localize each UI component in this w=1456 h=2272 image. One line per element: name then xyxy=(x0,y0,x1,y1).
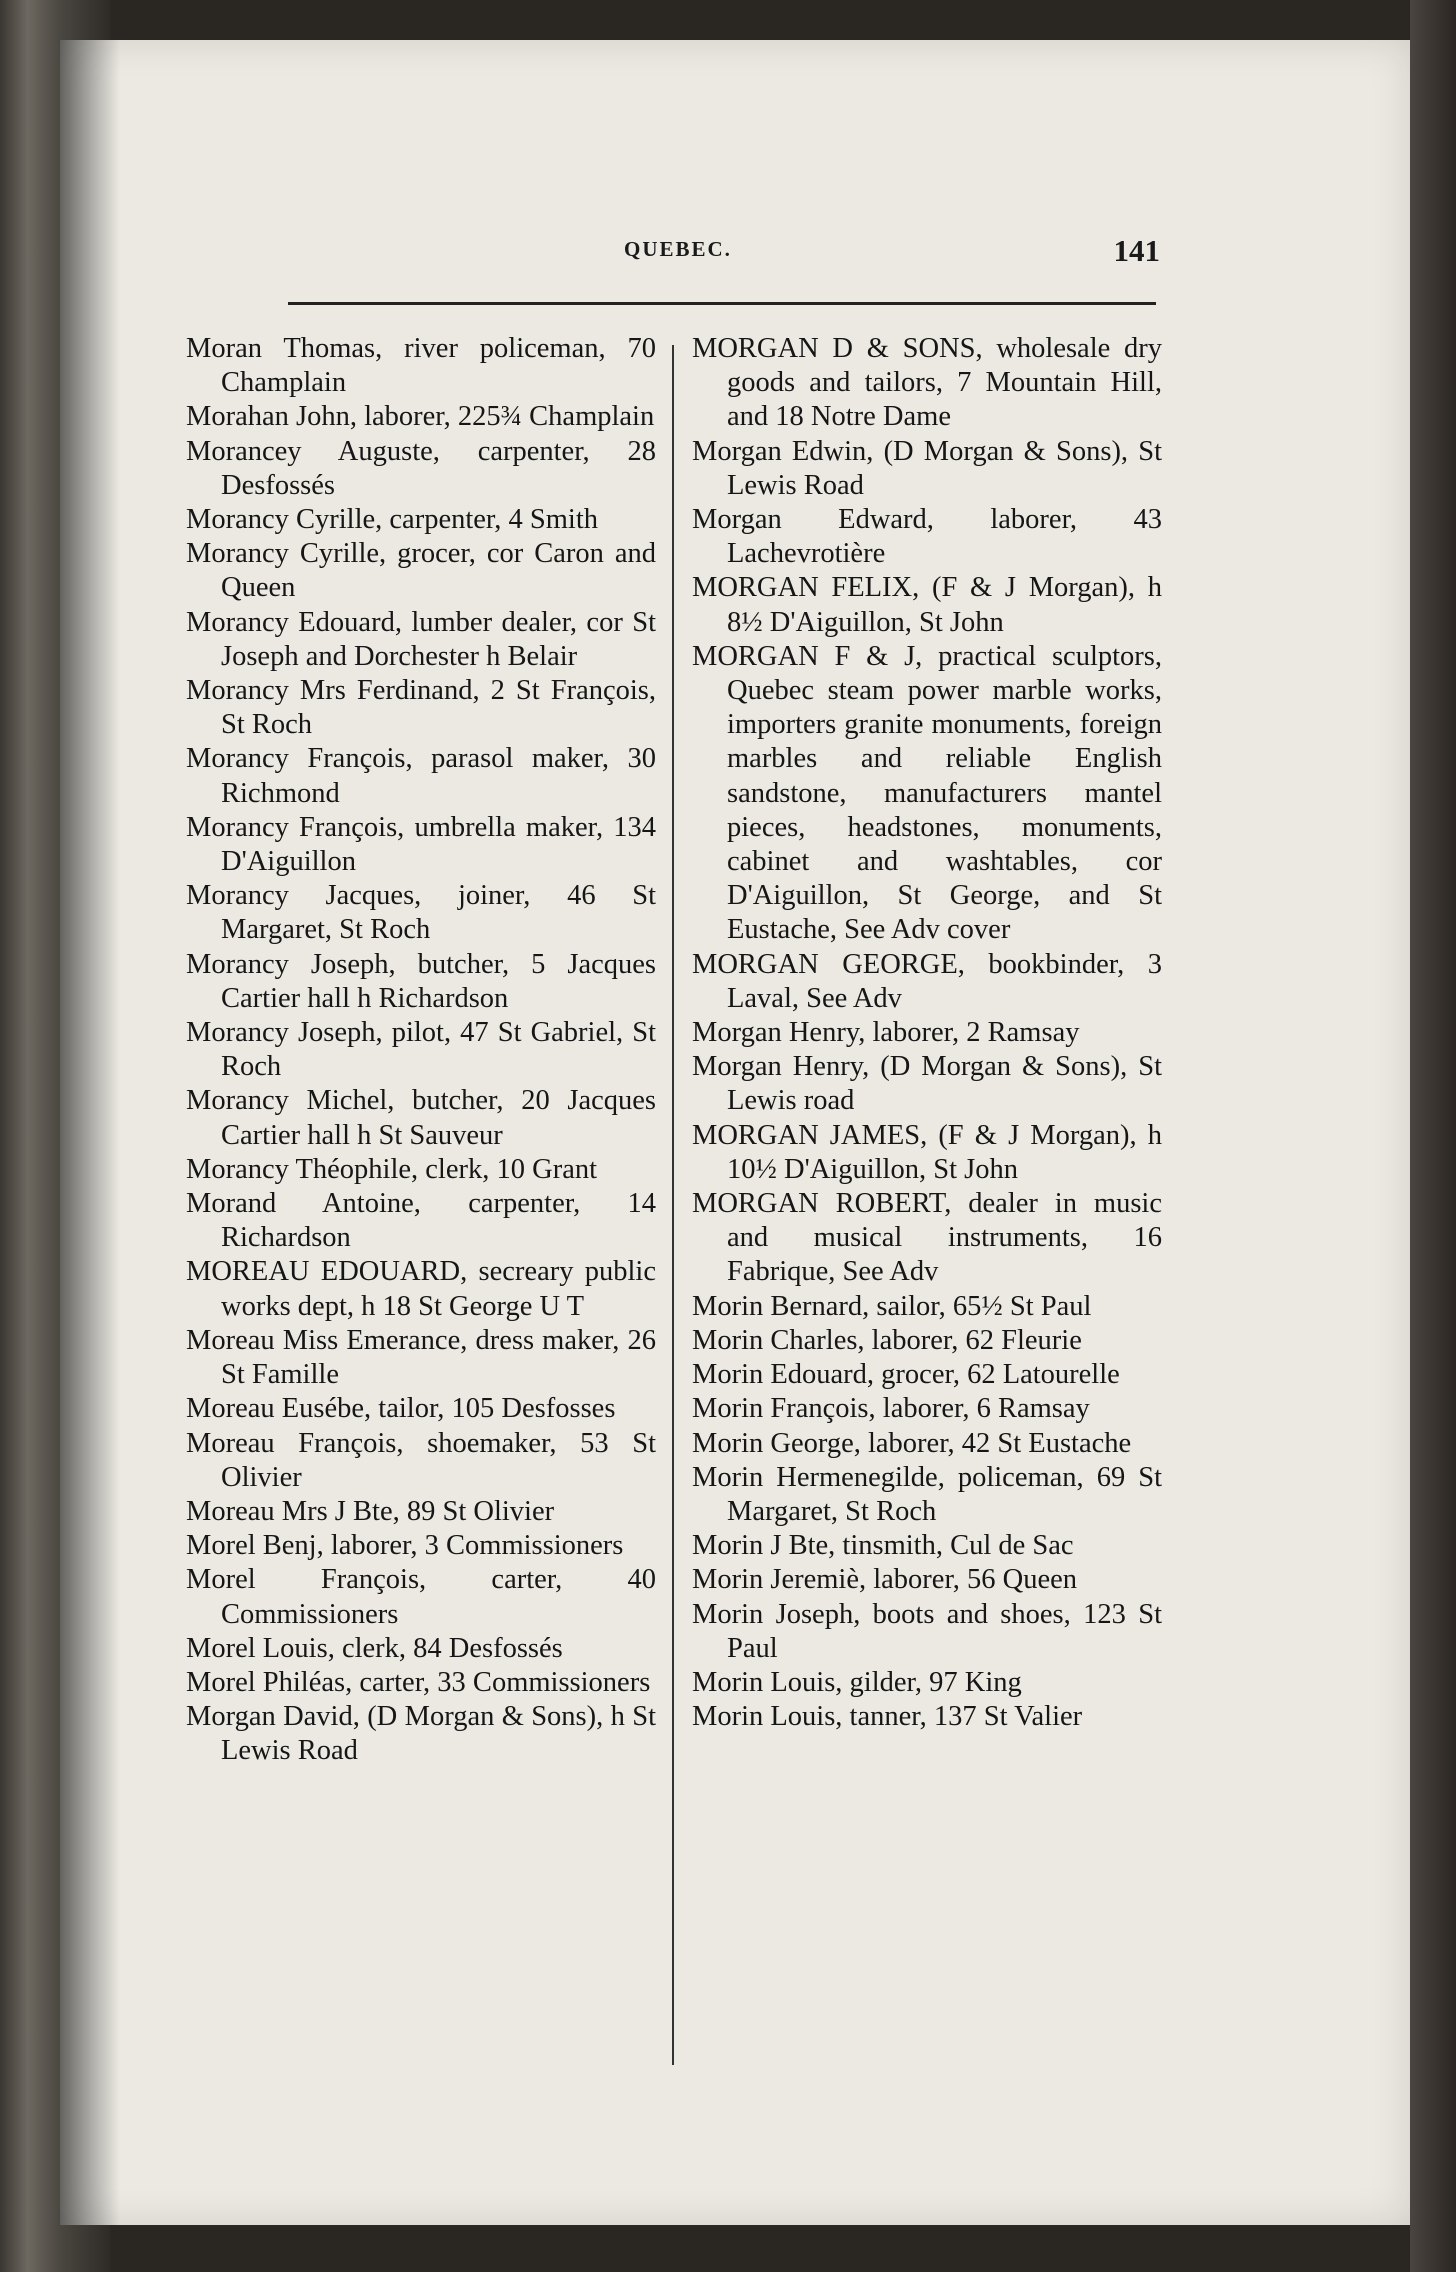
directory-entry: MORGAN GEORGE, bookbinder, 3 Laval, See Adv xyxy=(692,948,1162,1014)
directory-entry: Morin Edouard, grocer, 62 Latourelle xyxy=(692,1359,1120,1391)
directory-entry: Morancy Cyrille, carpenter, 4 Smith xyxy=(186,504,598,536)
header-rule xyxy=(288,302,1156,305)
directory-entry: Morgan David, (D Morgan & Sons), h St Lewis Road xyxy=(186,1701,656,1767)
directory-entry: Morin J Bte, tinsmith, Cul de Sac xyxy=(692,1530,1074,1562)
gutter-shadow xyxy=(60,40,120,2225)
directory-entry: Morel Louis, clerk, 84 Desfossés xyxy=(186,1632,563,1664)
running-head: QUEBEC. xyxy=(624,237,732,261)
directory-entry: Morel Philéas, carter, 33 Commissioners xyxy=(186,1666,651,1698)
directory-entry: Morgan Henry, (D Morgan & Sons), St Lewis road xyxy=(692,1051,1162,1117)
directory-entry: MORGAN JAMES, (F & J Morgan), h 10½ D'Aiguillon, St John xyxy=(692,1119,1162,1185)
directory-entry: Morin Louis, tanner, 137 St Valier xyxy=(692,1701,1083,1733)
page-stack-edge xyxy=(1410,0,1456,2272)
directory-entry: Moreau François, shoemaker, 53 St Olivier xyxy=(186,1427,656,1493)
directory-entry: Morancy Jacques, joiner, 46 St Margaret, St Roch xyxy=(186,880,656,946)
directory-entry: Morgan Henry, laborer, 2 Ramsay xyxy=(692,1017,1080,1049)
directory-entry: Morand Antoine, carpenter, 14 Richardson xyxy=(186,1188,656,1254)
directory-entry: Morel François, carter, 40 Commissioners xyxy=(186,1564,656,1630)
directory-entry: Morancy Cyrille, grocer, cor Caron and Queen xyxy=(186,538,656,604)
directory-entry: Morgan Edwin, (D Morgan & Sons), St Lewis Road xyxy=(692,435,1162,501)
directory-entry: Morin Joseph, boots and shoes, 123 St Paul xyxy=(692,1598,1162,1664)
directory-entry: Moreau Eusébe, tailor, 105 Desfosses xyxy=(186,1393,616,1425)
directory-entry: Morancy Edouard, lumber dealer, cor St Joseph and Dorchester h Belair xyxy=(186,606,656,672)
right-column xyxy=(692,332,1162,1734)
directory-entry: Morancy François, parasol maker, 30 Richmond xyxy=(186,743,656,809)
directory-entry: Morin George, laborer, 42 St Eustache xyxy=(692,1427,1132,1459)
left-column xyxy=(186,332,656,1769)
directory-entry: MORGAN ROBERT, dealer in music and musical instruments, 16 Fabrique, See Adv xyxy=(692,1188,1162,1288)
directory-entry: Morancy Joseph, butcher, 5 Jacques Cartier hall h Richardson xyxy=(186,948,656,1014)
directory-entry: Morancy François, umbrella maker, 134 D'Aiguillon xyxy=(186,811,656,878)
directory-entry: Morin Hermenegilde, policeman, 69 St Margaret, St Roch xyxy=(692,1461,1162,1527)
directory-entry: Morgan Edward, laborer, 43 Lachevrotière xyxy=(692,504,1162,570)
page-header xyxy=(560,233,1160,273)
directory-entry: Morin Louis, gilder, 97 King xyxy=(692,1666,1022,1698)
directory-entry: Morel Benj, laborer, 3 Commissioners xyxy=(186,1530,624,1562)
directory-entry: Morin Jeremiè, laborer, 56 Queen xyxy=(692,1564,1078,1596)
directory-entry: Morahan John, laborer, 225¾ Champlain xyxy=(186,401,655,433)
directory-entry: MOREAU EDOUARD, secreary public works dept, h 18 St George U T xyxy=(186,1256,656,1322)
directory-entry: Morancy Mrs Ferdinand, 2 St François, St Roch xyxy=(186,675,656,741)
directory-entry: Moreau Mrs J Bte, 89 St Olivier xyxy=(186,1495,555,1527)
directory-entry: Morancy Théophile, clerk, 10 Grant xyxy=(186,1153,598,1185)
directory-entry: MORGAN F & J, practical sculptors, Quebec steam power marble works, importers granite monuments, foreign marbles and reliable English sandstone, manufacturers mantel pieces, headstones, monuments, cabinet and washtables, cor D'Aiguillon, St George, and St Eustache, See Adv cover xyxy=(692,640,1162,946)
directory-entry: Morin François, laborer, 6 Ramsay xyxy=(692,1393,1090,1425)
page-number: 141 xyxy=(1113,233,1160,268)
directory-entry: MORGAN FELIX, (F & J Morgan), h 8½ D'Aiguillon, St John xyxy=(692,572,1162,638)
directory-entry: Moran Thomas, river policeman, 70 Champlain xyxy=(186,333,656,399)
directory-entry: Moreau Miss Emerance, dress maker, 26 St Famille xyxy=(186,1324,656,1391)
column-divider xyxy=(672,345,674,2065)
directory-entry: Morancy Michel, butcher, 20 Jacques Cartier hall h St Sauveur xyxy=(186,1085,656,1151)
directory-entry: Morin Charles, laborer, 62 Fleurie xyxy=(692,1324,1082,1356)
directory-entry: Morancey Auguste, carpenter, 28 Desfossés xyxy=(186,435,656,501)
directory-entry: MORGAN D & SONS, wholesale dry goods and tailors, 7 Mountain Hill, and 18 Notre Dame xyxy=(692,333,1162,433)
directory-entry: Morancy Joseph, pilot, 47 St Gabriel, St Roch xyxy=(186,1017,656,1083)
directory-entry: Morin Bernard, sailor, 65½ St Paul xyxy=(692,1290,1092,1322)
